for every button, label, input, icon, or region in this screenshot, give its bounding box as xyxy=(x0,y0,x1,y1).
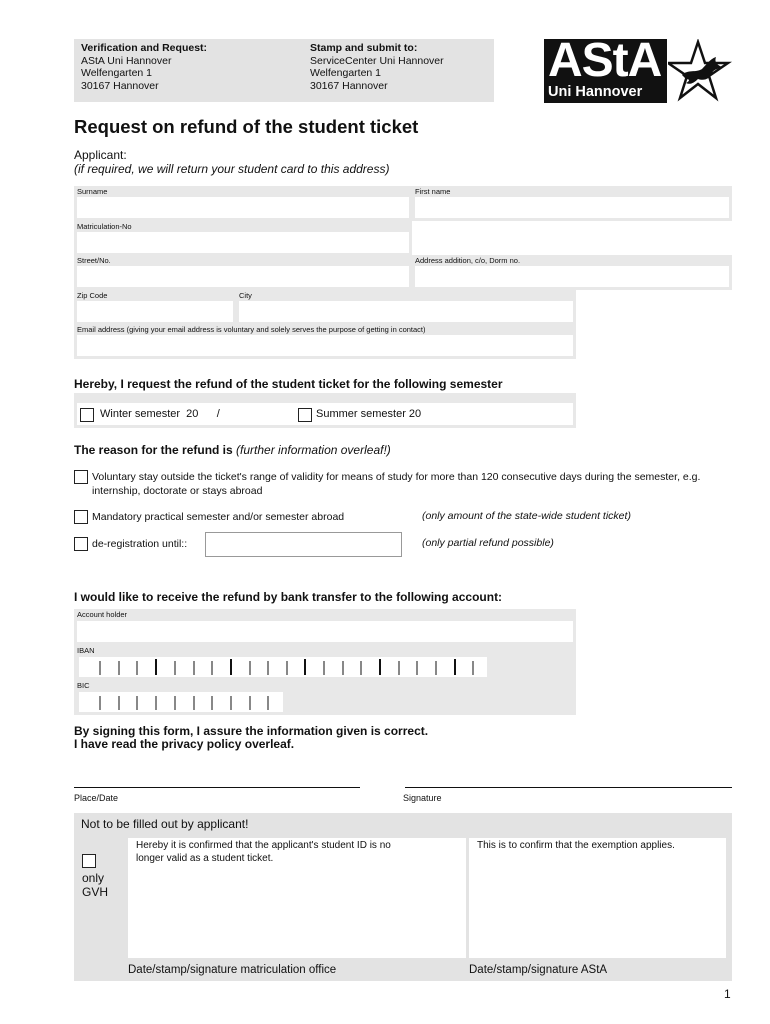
winter-semester-checkbox[interactable] xyxy=(80,408,94,422)
bic-label: BIC xyxy=(77,681,90,690)
reason-voluntary-checkbox[interactable] xyxy=(74,470,88,484)
verification-line2: Welfengarten 1 xyxy=(81,67,153,79)
address-addition-field[interactable] xyxy=(412,255,732,290)
reason-deregistration-checkbox[interactable] xyxy=(74,537,88,551)
verification-address xyxy=(81,42,207,92)
iban-label: IBAN xyxy=(77,646,95,655)
reason-heading xyxy=(74,443,391,457)
winter-semester-label: Winter semester 20 / xyxy=(100,408,220,420)
signature-line[interactable] xyxy=(405,787,732,788)
submit-line3: 30167 Hannover xyxy=(310,79,388,92)
declaration-line1: By signing this form, I assure the information given is correct. xyxy=(74,724,429,738)
header-address-box xyxy=(74,39,494,102)
verification-line1: AStA Uni Hannover xyxy=(81,54,172,67)
email-label: Email address (giving your email address is voluntary and solely serves the purpose of getting in contact) xyxy=(77,325,426,334)
asta-signature-label: Date/stamp/signature AStA xyxy=(469,964,608,976)
street-field[interactable] xyxy=(74,255,412,290)
gvh-checkbox[interactable] xyxy=(82,854,96,868)
iban-input[interactable] xyxy=(79,657,487,677)
page-title: Request on refund of the student ticket xyxy=(74,116,419,137)
matriculation-field[interactable] xyxy=(74,221,412,256)
matriculation-office-area[interactable] xyxy=(128,838,466,958)
account-holder-label: Account holder xyxy=(77,610,128,619)
surname-field[interactable] xyxy=(74,186,412,221)
submit-line2: Welfengarten 1 xyxy=(310,67,382,79)
applicant-label: Applicant: xyxy=(74,148,127,162)
street-label: Street/No. xyxy=(77,256,111,265)
reason-mandatory-note: (only amount of the state-wide student ticket) xyxy=(422,510,631,522)
surname-label: Surname xyxy=(77,187,108,196)
first-name-field[interactable] xyxy=(412,186,732,221)
matriculation-office-signature-label: Date/stamp/signature matriculation office xyxy=(128,964,337,976)
summer-semester-checkbox[interactable] xyxy=(298,408,312,422)
email-field[interactable] xyxy=(74,324,576,359)
zip-field[interactable] xyxy=(74,290,236,325)
address-addition-label: Address addition, c/o, Dorm no. xyxy=(415,256,521,265)
bic-input[interactable] xyxy=(79,692,283,712)
account-holder-field[interactable] xyxy=(74,609,576,645)
place-date-line[interactable] xyxy=(74,787,360,788)
asta-office-area[interactable] xyxy=(469,838,726,958)
reason-deregistration-note: (only partial refund possible) xyxy=(422,537,554,549)
verification-title: Verification and Request: xyxy=(81,42,208,54)
declaration-line2: I have read the privacy policy overleaf. xyxy=(74,737,295,751)
iban-cell-separators xyxy=(79,657,487,677)
asta-logo xyxy=(544,34,732,103)
gvh-label: GVH xyxy=(82,885,109,899)
page-number: 1 xyxy=(724,987,731,1001)
reason-heading-note: (further information overleaf!) xyxy=(236,443,391,457)
first-name-label: First name xyxy=(415,187,451,196)
submit-address xyxy=(310,42,444,92)
reason-voluntary-label: Voluntary stay outside the ticket's range of validity for means of study for more than 120 consecutive days during the semester, e.g. internship, doctorate or stays abroad xyxy=(92,471,701,497)
reason-mandatory-checkbox[interactable] xyxy=(74,510,88,524)
applicant-note: (if required, we will return your student card to this address) xyxy=(74,162,390,176)
bic-cell-separators xyxy=(79,692,283,712)
matriculation-office-text: Hereby it is confirmed that the applicant's student ID is no longer valid as a student ticket. xyxy=(136,840,391,864)
iban-field[interactable] xyxy=(74,645,576,680)
semester-heading: Hereby, I request the refund of the student ticket for the following semester xyxy=(74,377,503,391)
zip-label: Zip Code xyxy=(77,291,108,300)
office-title: Not to be filled out by applicant! xyxy=(81,817,249,831)
bic-field[interactable] xyxy=(74,680,576,715)
reason-mandatory-label: Mandatory practical semester and/or semester abroad xyxy=(92,511,345,523)
city-field[interactable] xyxy=(236,290,576,325)
matriculation-label: Matriculation-No xyxy=(77,222,132,231)
logo-text: AStA xyxy=(548,34,662,87)
signature-label: Signature xyxy=(403,793,442,803)
summer-semester-label: Summer semester 20 xyxy=(316,408,422,420)
place-date-label: Place/Date xyxy=(74,793,119,803)
reason-heading-text: The reason for the refund is xyxy=(74,443,233,457)
submit-line1: ServiceCenter Uni Hannover xyxy=(310,54,444,67)
reason-deregistration-label: de-registration until:: xyxy=(92,538,188,550)
asta-office-text: This is to confirm that the exemption applies. xyxy=(477,840,675,851)
submit-title: Stamp and submit to: xyxy=(310,42,418,54)
bank-heading: I would like to receive the refund by bank transfer to the following account: xyxy=(74,590,503,604)
star-horse-icon xyxy=(668,39,732,103)
deregistration-date-input[interactable] xyxy=(205,532,402,557)
city-label: City xyxy=(239,291,252,300)
logo-subtext: Uni Hannover xyxy=(548,84,643,100)
office-use-box xyxy=(74,813,732,981)
verification-line3: 30167 Hannover xyxy=(81,79,159,92)
gvh-only-label: only xyxy=(82,871,105,885)
